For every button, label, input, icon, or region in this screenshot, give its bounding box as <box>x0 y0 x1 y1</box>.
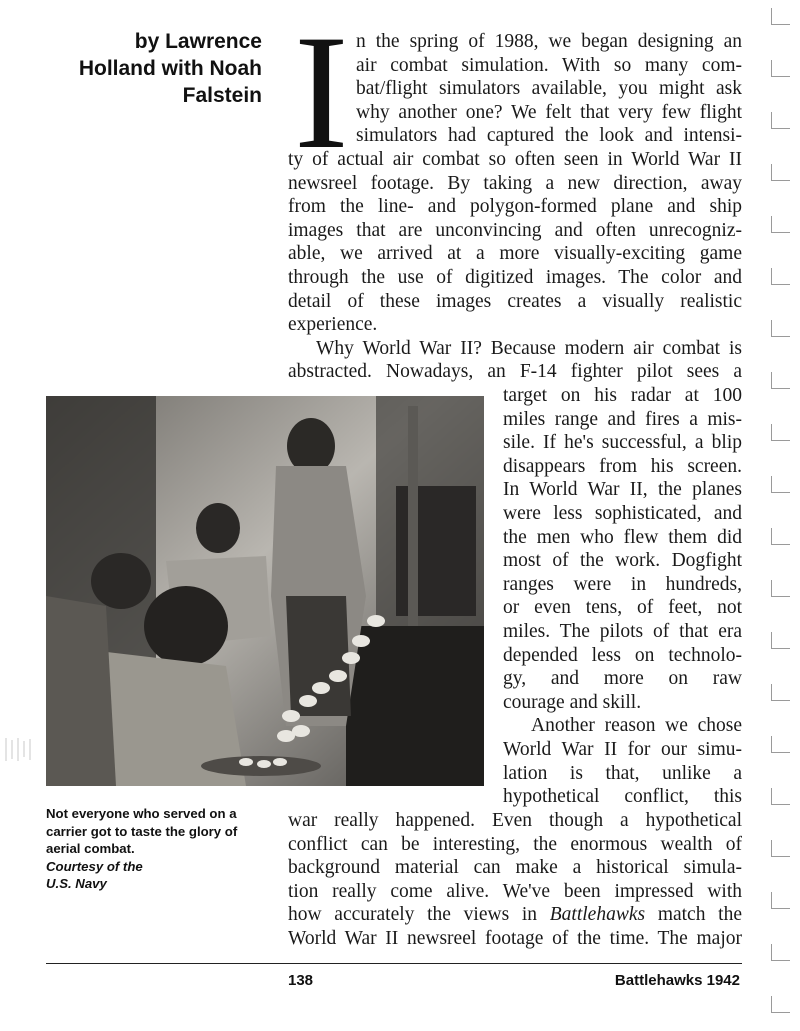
book-title-italic: Battlehawks <box>549 904 646 926</box>
binding-tick <box>771 632 790 649</box>
text-line: target on his radar at 100 <box>503 385 742 406</box>
navy-photograph <box>46 396 484 786</box>
binding-tick <box>771 60 790 77</box>
binding-tick <box>771 8 790 25</box>
text-line: ty of actual air combat so often seen in World War II <box>288 149 742 170</box>
drop-cap: I <box>294 2 349 183</box>
running-footer-title: Battlehawks 1942 <box>614 972 740 989</box>
text-line: conflict can be interesting, the enormous wealth of <box>288 833 742 855</box>
caption-credit: Courtesy of the <box>46 858 143 874</box>
binding-tick <box>771 892 790 909</box>
text-line: abstracted. Nowadays, an F-14 fighter pilot sees a <box>288 361 742 383</box>
photo-illustration <box>46 396 484 786</box>
binding-tick <box>771 944 790 961</box>
caption-line <box>46 875 261 893</box>
caption-line: Not everyone who served on a <box>46 806 237 821</box>
caption-credit: U.S. Navy <box>46 876 107 891</box>
paragraph-3-full <box>288 809 742 951</box>
binding-tick <box>771 164 790 181</box>
caption-line <box>46 840 261 875</box>
text-line: bat/flight simulators available, you might ask <box>356 78 742 100</box>
text-line: newsreel footage. By taking a new direction, away <box>288 172 742 194</box>
binding-tick <box>771 684 790 701</box>
byline-line: Falstein <box>182 84 262 107</box>
paragraph-2-narrow <box>503 384 742 809</box>
scan-edge-marks <box>0 735 40 765</box>
binding-tick <box>771 736 790 753</box>
text-line: courage and skill. <box>503 691 642 713</box>
text-line: ranges were in hundreds, <box>503 573 742 595</box>
binding-tick <box>771 112 790 129</box>
text-line: most of the work. Dogfight <box>503 550 742 572</box>
paragraph-1-capped <box>356 30 742 148</box>
text-line: miles. The pilots of that era <box>503 620 742 642</box>
text-line: disappears from his screen. <box>503 455 742 477</box>
text-line: simulators had captured the look and intensi- <box>356 125 742 147</box>
paragraph-1-full <box>288 148 742 384</box>
binding-tick <box>771 216 790 233</box>
caption-text: aerial combat. <box>46 841 135 856</box>
text-line: World War II for our simu- <box>503 738 742 760</box>
binding-tick <box>771 580 790 597</box>
binding-tick <box>771 840 790 857</box>
photo-caption <box>46 805 261 893</box>
text-run: how accurately the views in <box>288 904 550 926</box>
text-line: Why World War II? Because modern air combat is <box>316 337 742 359</box>
binding-tick <box>771 372 790 389</box>
byline-line: by Lawrence <box>134 30 262 53</box>
text-run: match the <box>645 904 742 926</box>
binding-marks <box>768 0 794 1031</box>
text-line: In World War II, the planes <box>503 479 742 501</box>
binding-tick <box>771 996 790 1013</box>
binding-tick <box>771 268 790 285</box>
text-line: n the spring of 1988, we began designing an <box>356 31 742 52</box>
text-line: gy, and more on raw <box>503 668 742 690</box>
byline <box>50 28 262 109</box>
text-line: background material can make a historical simula- <box>288 857 742 879</box>
text-line: the men who flew them did <box>503 526 742 548</box>
binding-tick <box>771 320 790 337</box>
byline-line: Holland with Noah <box>78 57 262 80</box>
text-line: experience. <box>288 314 378 336</box>
binding-tick <box>771 424 790 441</box>
text-line: World War II newsreel footage of the time. The major <box>288 927 742 949</box>
text-line: or even tens, of feet, not <box>503 597 742 619</box>
text-line: able, we arrived at a more visually-exciting game <box>288 243 742 265</box>
text-line: were less sophisticated, and <box>503 502 742 524</box>
text-line: tion really come alive. We've been impressed with <box>288 880 742 902</box>
page-number: 138 <box>288 972 314 989</box>
footer-rule <box>46 963 742 964</box>
text-line: from the line- and polygon-formed plane and ship <box>288 196 742 218</box>
text-line: hypothetical conflict, this <box>503 786 742 808</box>
text-line: sile. If he's successful, a blip <box>503 432 742 454</box>
text-line: images that are unconvincing and often unrecogniz- <box>288 219 742 241</box>
text-line: miles range and fires a mis- <box>503 408 742 430</box>
text-line: through the use of digitized images. The color and <box>288 266 742 288</box>
caption-line: carrier got to taste the glory of <box>46 823 238 839</box>
binding-tick <box>771 476 790 493</box>
binding-tick <box>771 528 790 545</box>
binding-tick <box>771 788 790 805</box>
text-line: Another reason we chose <box>531 715 742 737</box>
text-line: air combat simulation. With so many com- <box>356 54 742 76</box>
text-line: detail of these images creates a visually realistic <box>288 290 742 312</box>
text-line: war really happened. Even though a hypothetical <box>288 810 742 831</box>
text-line: why another one? We felt that very few flight <box>356 101 742 123</box>
text-line: lation is that, unlike a <box>503 762 742 784</box>
text-line <box>288 903 742 927</box>
text-line: depended less on technolo- <box>503 644 742 666</box>
